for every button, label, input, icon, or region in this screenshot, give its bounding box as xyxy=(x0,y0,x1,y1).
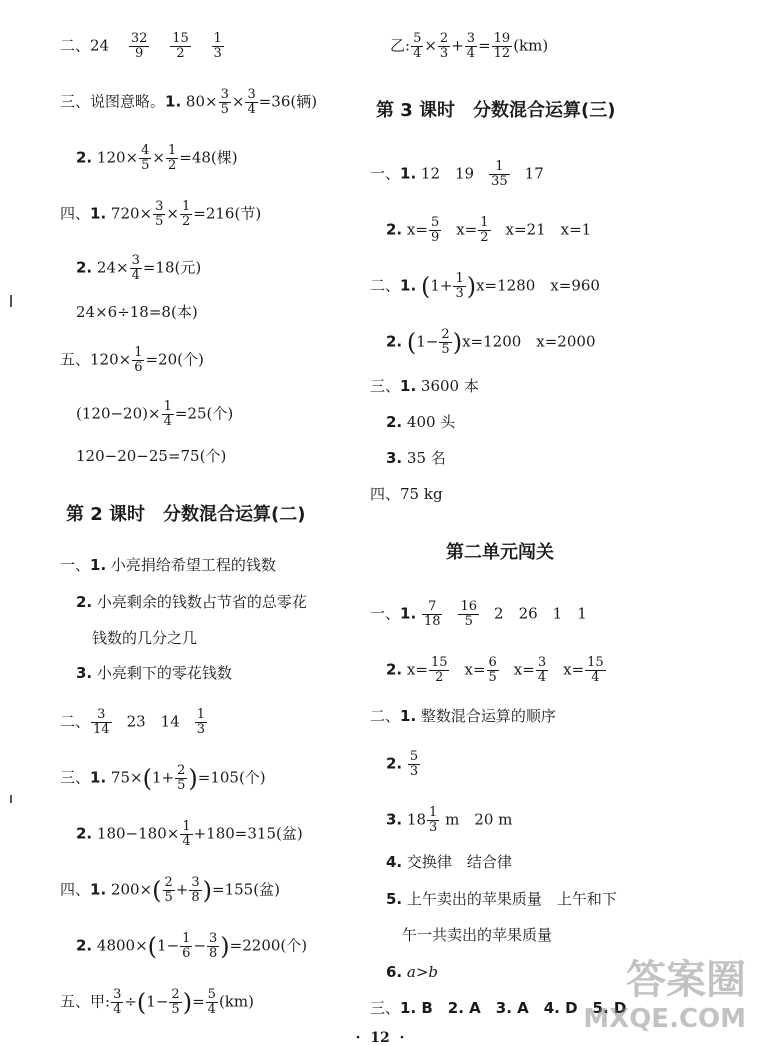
answer-line: 二、 $\frac{3}{14}$ 23 14 $\frac{1}{3}$ xyxy=(60,707,206,737)
answer-line: 四、1. 720× $\frac{3}{5}$ × $\frac{1}{2}$ =216(节) xyxy=(60,199,262,229)
section-heading: 第 3 课时 分数混合运算(三) xyxy=(376,100,616,121)
fraction: $\frac{32}{9}$ xyxy=(130,31,148,61)
answer-line: (120−20)× $\frac{1}{4}$ =25(个) xyxy=(76,399,234,429)
answer-line: 4. 交换律 结合律 xyxy=(386,853,512,871)
page-number: · 12 · xyxy=(355,1030,405,1046)
answer-line: 24×6÷18=8(本) xyxy=(76,303,198,321)
answer-line: 5. 上午卖出的苹果质量 上午和下 xyxy=(386,890,617,908)
fraction: $\frac{15}{2}$ xyxy=(172,31,189,61)
answer-line: 三、1. 75×(1+ $\frac{2}{5}$ )=105(个) xyxy=(60,763,266,793)
answer-line: 2. x= $\frac{15}{2}$ x= $\frac{6}{5}$ x= $\frac{3}{4}$ x= $\frac{15}{4}$ xyxy=(386,655,604,685)
margin-mark xyxy=(10,295,12,307)
answer-line: 四、75 kg xyxy=(370,485,443,503)
answer-line: 三、1. 3600 本 xyxy=(370,377,479,395)
answer-line: 2. 4800×(1− $\frac{1}{6}$ − $\frac{3}{8}$ )=2200(个) xyxy=(76,931,308,961)
answer-line: 120−20−25=75(个) xyxy=(76,447,227,465)
answer-line: 2. $\frac{5}{3}$ xyxy=(386,749,419,779)
answer-line: 二、1. (1+ $\frac{1}{3}$ )x=1280 x=960 xyxy=(370,271,600,301)
answer-line: 五、甲: $\frac{3}{4}$ ÷(1− $\frac{2}{5}$ )= $\frac{5}{4}$ (km) xyxy=(60,987,254,1017)
answer-line: 2. x= $\frac{5}{9}$ x= $\frac{1}{2}$ x=21 x=1 xyxy=(386,215,592,245)
fraction: $\frac{1}{3}$ xyxy=(213,31,222,61)
answer-line: 午一共卖出的苹果质量 xyxy=(402,926,553,944)
answer-line: 一、1. 小亮捐给希望工程的钱数 xyxy=(60,556,276,574)
watermark-logo: 答案圈 xyxy=(626,957,746,1003)
answer-line: 3. 35 名 xyxy=(386,449,446,467)
answer-line: 乙: $\frac{5}{4}$ × $\frac{2}{3}$ + $\frac{3}{4}$ = $\frac{19}{12}$ (km) xyxy=(390,31,549,61)
answer-line: 二、24 $\frac{32}{9}$ $\frac{15}{2}$ $\frac{1}{3}$ xyxy=(60,31,222,61)
answer-line: 2. 24× $\frac{3}{4}$ =18(元) xyxy=(76,253,202,283)
answer-line: 2. 180−180× $\frac{1}{4}$ +180=315(盆) xyxy=(76,819,303,849)
answer-line: 三、1. B 2. A 3. A 4. D 5. D xyxy=(370,999,627,1017)
margin-mark xyxy=(10,795,12,803)
answer-line: 一、1. 12 19 $\frac{1}{35}$ 17 xyxy=(370,159,544,189)
answer-line: 2. 120× $\frac{4}{5}$ × $\frac{1}{2}$ =48(棵) xyxy=(76,143,238,173)
section-heading: 第二单元闯关 xyxy=(446,542,554,563)
answer-line: 四、1. 200×( $\frac{2}{5}$ + $\frac{3}{8}$ )=155(盆) xyxy=(60,875,280,905)
answer-line: 二、1. 整数混合运算的顺序 xyxy=(370,707,556,725)
answer-line: 6. a>b xyxy=(386,963,439,981)
answer-line: 3. 小亮剩下的零花钱数 xyxy=(76,664,232,682)
section-heading: 第 2 课时 分数混合运算(二) xyxy=(66,504,306,525)
answer-line: 2. 小亮剩余的钱数占节省的总零花 xyxy=(76,593,307,611)
answer-line: 一、1. $\frac{7}{18}$ $\frac{16}{5}$ 2 26 1 1 xyxy=(370,599,587,629)
answer-line: 三、说图意略。1. 80× $\frac{3}{5}$ × $\frac{3}{4}$ =36(辆) xyxy=(60,87,318,117)
answer-line: 3. 18 $\frac{1}{3}$ m 20 m xyxy=(386,805,513,835)
answer-line: 五、120× $\frac{1}{6}$ =20(个) xyxy=(60,345,204,375)
answer-line: 2. 400 头 xyxy=(386,413,456,431)
answer-line: 钱数的几分之几 xyxy=(92,629,198,647)
answer-line: 2. (1− $\frac{2}{5}$ )x=1200 x=2000 xyxy=(386,327,596,357)
watermark-url: MXQE.COM xyxy=(583,1004,746,1034)
